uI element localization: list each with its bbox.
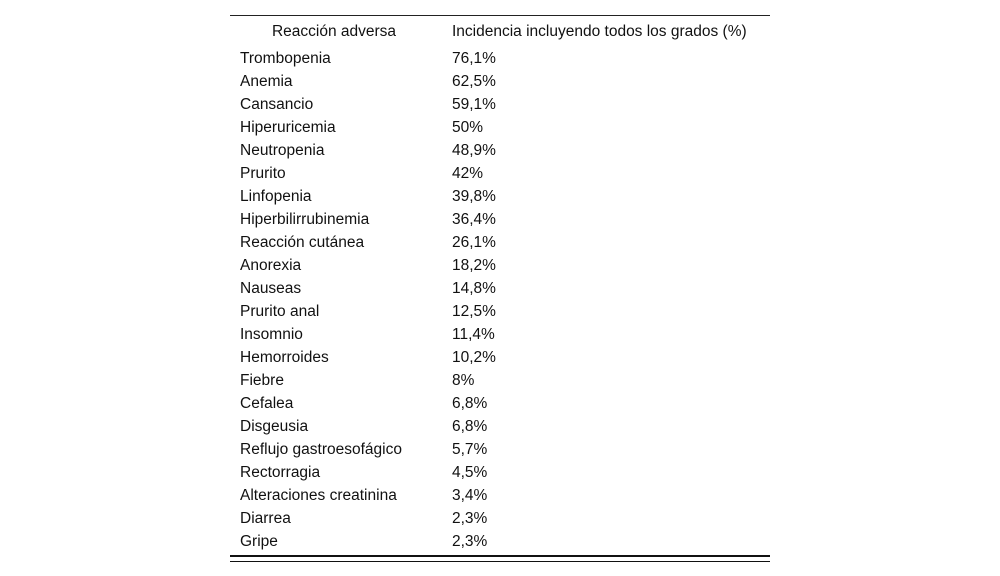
incidence-cell: 6,8% (452, 394, 488, 412)
incidence-cell: 2,3% (452, 509, 488, 527)
incidence-cell: 12,5% (452, 302, 496, 320)
incidence-cell: 4,5% (452, 463, 488, 481)
reaction-cell: Anorexia (240, 256, 302, 274)
reaction-cell: Cansancio (240, 95, 314, 113)
reaction-cell: Disgeusia (240, 417, 309, 435)
incidence-cell: 50% (452, 118, 484, 136)
table-row (230, 438, 770, 461)
table-row (230, 346, 770, 369)
incidence-cell: 26,1% (452, 233, 496, 251)
table-row (230, 185, 770, 208)
incidence-cell: 48,9% (452, 141, 496, 159)
reaction-cell: Anemia (240, 72, 293, 90)
table-row (230, 461, 770, 484)
adverse-reactions-table (230, 15, 770, 562)
incidence-cell: 59,1% (452, 95, 496, 113)
reaction-cell: Neutropenia (240, 141, 325, 159)
reaction-cell: Prurito (240, 164, 286, 182)
incidence-cell: 62,5% (452, 72, 496, 90)
incidence-cell: 36,4% (452, 210, 496, 228)
incidence-cell: 2,3% (452, 532, 488, 550)
reaction-cell: Linfopenia (240, 187, 312, 205)
table-row (230, 323, 770, 346)
table-row (230, 484, 770, 507)
reaction-cell: Diarrea (240, 509, 291, 527)
reaction-cell: Rectorragia (240, 463, 321, 481)
table-row (230, 116, 770, 139)
table-header-row (230, 16, 770, 47)
incidence-cell: 8% (452, 371, 475, 389)
reaction-cell: Hemorroides (240, 348, 329, 366)
table-row (230, 300, 770, 323)
table-row (230, 208, 770, 231)
table-row (230, 392, 770, 415)
reaction-cell: Fiebre (240, 371, 284, 389)
table-row (230, 530, 770, 553)
reaction-cell: Reacción cutánea (240, 233, 365, 251)
table-row (230, 47, 770, 70)
table-row (230, 369, 770, 392)
incidence-cell: 39,8% (452, 187, 496, 205)
table-row (230, 415, 770, 438)
table-row (230, 231, 770, 254)
reaction-cell: Reflujo gastroesofágico (240, 440, 402, 458)
reaction-cell: Cefalea (240, 394, 294, 412)
incidence-cell: 5,7% (452, 440, 488, 458)
reaction-cell: Insomnio (240, 325, 303, 343)
incidence-cell: 3,4% (452, 486, 488, 504)
reaction-cell: Hiperbilirrubinemia (240, 210, 370, 228)
reaction-cell: Hiperuricemia (240, 118, 336, 136)
incidence-cell: 10,2% (452, 348, 496, 366)
reaction-cell: Trombopenia (240, 49, 331, 67)
incidence-cell: 42% (452, 164, 484, 182)
table-body (230, 47, 770, 553)
table-row (230, 93, 770, 116)
reaction-cell: Prurito anal (240, 302, 320, 320)
table-row (230, 70, 770, 93)
table-row (230, 254, 770, 277)
reaction-cell: Gripe (240, 532, 278, 550)
table-row (230, 139, 770, 162)
table-bottom-rule (230, 555, 770, 562)
incidence-cell: 6,8% (452, 417, 488, 435)
table-row (230, 507, 770, 530)
reaction-cell: Nauseas (240, 279, 302, 297)
incidence-cell: 18,2% (452, 256, 496, 274)
table-row (230, 277, 770, 300)
header-incidence: Incidencia incluyendo todos los grados (%) (452, 22, 747, 40)
incidence-cell: 11,4% (452, 325, 495, 343)
header-reaction: Reacción adversa (271, 22, 397, 40)
table-row (230, 162, 770, 185)
reaction-cell: Alteraciones creatinina (240, 486, 397, 504)
incidence-cell: 14,8% (452, 279, 496, 297)
incidence-cell: 76,1% (452, 49, 496, 67)
